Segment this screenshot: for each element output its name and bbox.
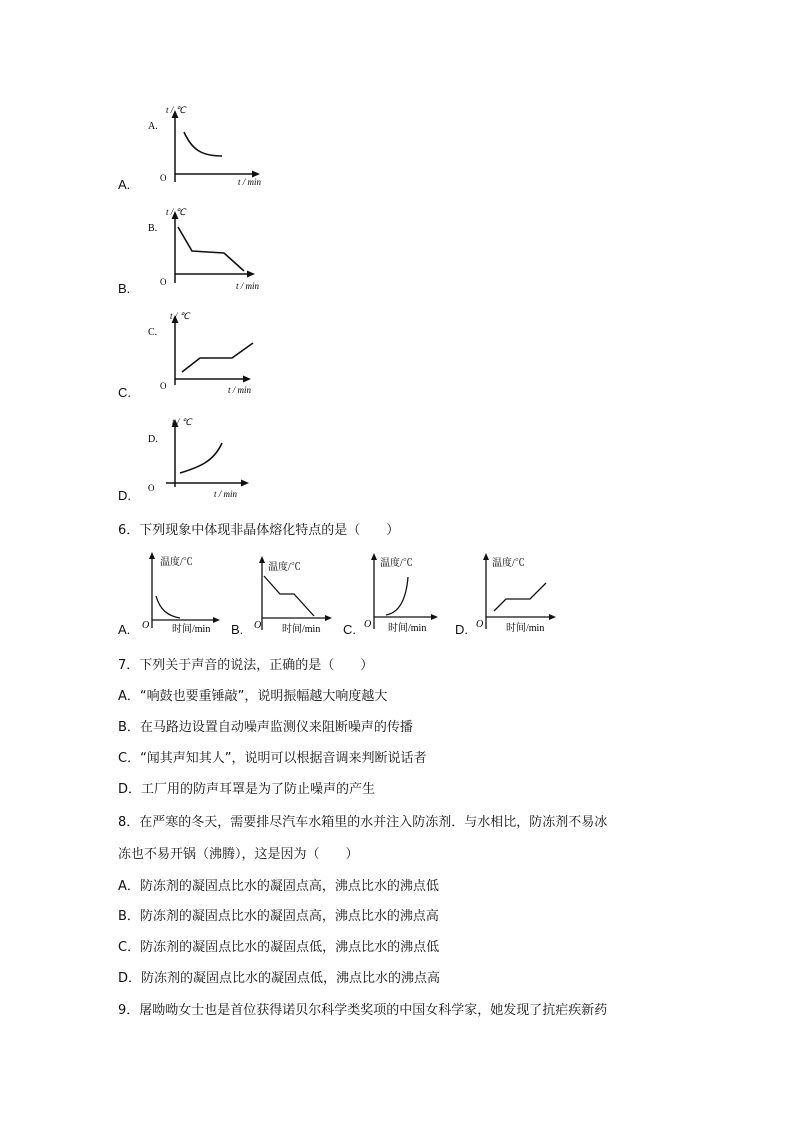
option-b-origin: O	[160, 277, 167, 287]
option-b-graph	[140, 205, 275, 293]
option-c-graph	[140, 309, 275, 397]
option-a-letter: A.	[148, 121, 158, 132]
q6-option-d-graph	[476, 549, 564, 637]
q6-option-c-xlabel: 时间/min	[388, 623, 427, 634]
option-a-label: A.	[118, 177, 131, 192]
option-d-xlabel: t / min	[214, 489, 238, 499]
q9-question-line1: 9．屠呦呦女士也是首位获得诺贝尔科学类奖项的中国女科学家，她发现了抗疟疾新药	[118, 1003, 608, 1018]
q7-question: 7．下列关于声音的说法，正确的是（ ）	[118, 658, 374, 673]
option-d-ylabel: t / ℃	[172, 417, 192, 427]
q6-option-b-ylabel: 温度/℃	[268, 562, 301, 573]
q6-option-d-label: D.	[455, 622, 468, 637]
q6-option-a-graph	[140, 548, 228, 636]
option-c-xlabel: t / min	[228, 385, 252, 395]
q8-option-a: A．防冻剂的凝固点比水的凝固点高，沸点比水的沸点低	[118, 879, 439, 894]
q7-option-d: D．工厂用的防声耳罩是为了防止噪声的产生	[118, 782, 376, 797]
option-a-origin: O	[160, 173, 167, 183]
q6-option-c-origin: O	[364, 619, 372, 630]
option-b-ylabel: t / ℃	[166, 207, 186, 217]
option-a-graph	[140, 104, 275, 190]
option-b-letter: B.	[148, 223, 158, 234]
q8-option-c: C．防冻剂的凝固点比水的凝固点低，沸点比水的沸点低	[118, 940, 440, 955]
q6-option-c-ylabel: 温度/℃	[380, 558, 413, 569]
option-b-xlabel: t / min	[236, 281, 260, 291]
option-b-label: B.	[118, 281, 131, 296]
option-c-label: C.	[118, 385, 131, 400]
option-c-ylabel: t / ℃	[170, 311, 190, 321]
option-c-letter: C.	[148, 327, 158, 338]
q6-option-a-label: A.	[118, 622, 131, 637]
q6-option-a-xlabel: 时间/min	[172, 624, 211, 635]
option-a-ylabel: t / ℃	[166, 105, 186, 115]
q8-question-line2: 冻也不易开锅（沸腾），这是因为（ ）	[118, 847, 359, 862]
q6-option-d-xlabel: 时间/min	[506, 623, 545, 634]
q6-option-b-xlabel: 时间/min	[282, 624, 321, 635]
option-d-origin: O	[148, 483, 155, 493]
q6-option-d-ylabel: 温度/℃	[492, 558, 525, 569]
option-c-origin: O	[160, 381, 167, 391]
q8-question-line1: 8．在严寒的冬天，需要排尽汽车水箱里的水并注入防冻剂．与水相比，防冻剂不易冰	[118, 815, 608, 830]
q6-option-a-ylabel: 温度/℃	[160, 557, 193, 568]
q6-option-c-label: C.	[343, 622, 356, 637]
q6-option-b-graph	[252, 552, 342, 638]
q7-option-b: B．在马路边设置自动噪声监测仪来阻断噪声的传播	[118, 720, 413, 735]
q6-option-b-origin: O	[254, 620, 262, 631]
q6-option-c-graph	[364, 549, 454, 637]
q6-option-a-origin: O	[142, 620, 150, 631]
option-d-graph	[140, 413, 275, 501]
q6-option-b-label: B.	[231, 622, 244, 637]
q7-option-a: A．“响鼓也要重锤敲”，说明振幅越大响度越大	[118, 689, 388, 704]
q8-option-b: B．防冻剂的凝固点比水的凝固点高，沸点比水的沸点高	[118, 909, 439, 924]
option-d-label: D.	[118, 488, 131, 503]
q8-option-d: D．防冻剂的凝固点比水的凝固点低，沸点比水的沸点高	[118, 971, 441, 986]
q6-option-d-origin: O	[476, 619, 484, 630]
option-d-letter: D.	[148, 434, 158, 445]
option-a-xlabel: t / min	[238, 177, 262, 187]
q7-option-c: C．“闻其声知其人”，说明可以根据音调来判断说话者	[118, 751, 427, 766]
q6-question: 6．下列现象中体现非晶体熔化特点的是（ ）	[118, 523, 400, 538]
